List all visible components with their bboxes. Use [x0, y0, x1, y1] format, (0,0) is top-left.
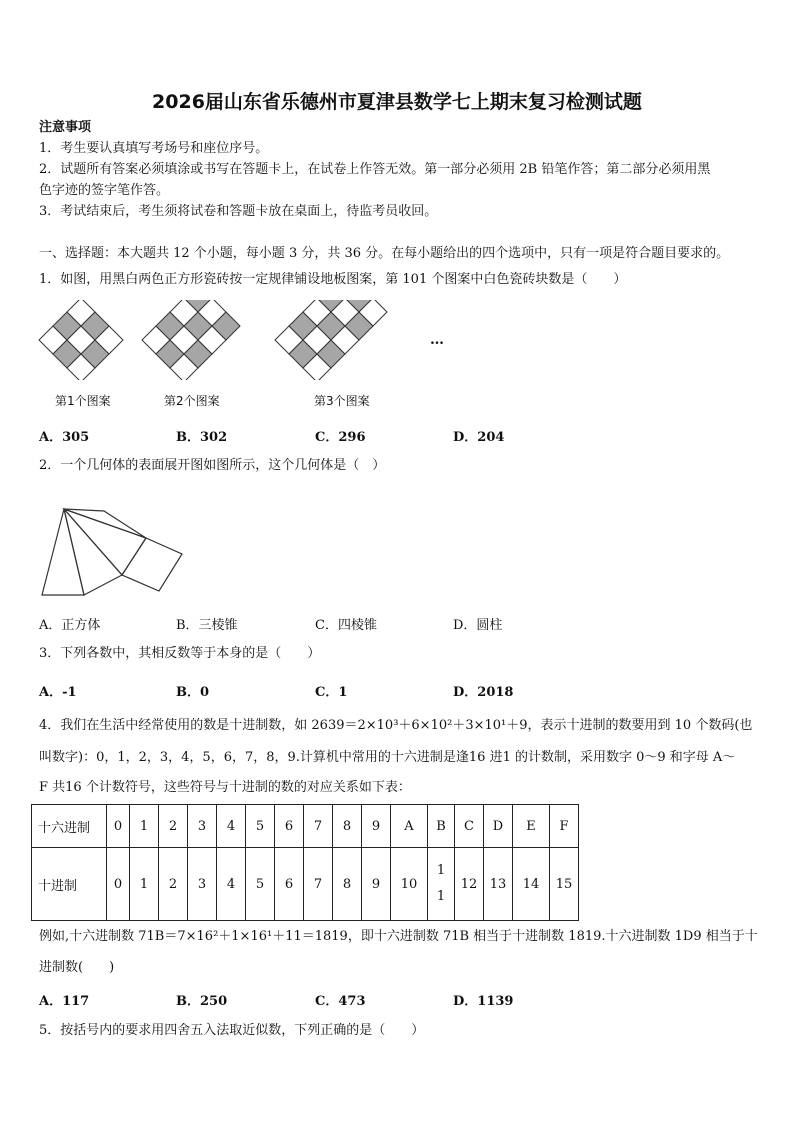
option-c: C．296 [315, 430, 366, 445]
question-5: 5．按括号内的要求用四舍五入法取近似数，下列正确的是（ ） [39, 1023, 425, 1038]
question-4-line: 例如,十六进制数 71B＝7×16²＋1×16¹＋11＝1819，即十六进制数 71B 相当于十进制数 1819.十六进制数 1D9 相当于十 [39, 929, 758, 944]
hex-cell: 7 [304, 805, 333, 848]
option-c: C．1 [315, 685, 348, 700]
question-3: 3．下列各数中，其相反数等于本身的是（ ） [39, 646, 321, 661]
hex-cell: 4 [217, 805, 246, 848]
question-4-line: F 共16 个计数符号，这些符号与十进制的数的对应关系如下表： [39, 780, 411, 795]
question-2: 2．一个几何体的表面展开图如图所示，这个几何体是（ ） [39, 458, 386, 473]
dec-cell: 1 [130, 848, 159, 921]
option-a: A．305 [39, 430, 90, 445]
caption-pattern-2: 第2个图案 [164, 394, 220, 408]
dec-cell: 15 [550, 848, 579, 921]
hex-cell: D [484, 805, 513, 848]
dec-cell: 10 [391, 848, 428, 921]
question-1: 1．如图，用黑白两色正方形瓷砖按一定规律铺设地板图案，第 101 个图案中白色瓷砖块数是（ ） [39, 272, 627, 287]
option-d: D．1139 [453, 994, 514, 1009]
net-figure [38, 505, 188, 597]
option-a: A．-1 [39, 685, 77, 700]
dec-cell: 6 [275, 848, 304, 921]
row-label-hex: 十六进制 [32, 805, 107, 848]
notice-item: 1．考生要认真填写考场号和座位序号。 [39, 141, 269, 156]
dec-cell: 5 [246, 848, 275, 921]
ellipsis: … [430, 332, 444, 348]
hex-cell: 2 [159, 805, 188, 848]
hex-cell: C [455, 805, 484, 848]
dec-cell: 12 [455, 848, 484, 921]
option-c: C．473 [315, 994, 366, 1009]
dec-cell: 3 [188, 848, 217, 921]
dec-cell: 8 [333, 848, 362, 921]
hex-cell: F [550, 805, 579, 848]
notice-item: 3．考试结束后，考生须将试卷和答题卡放在桌面上，待监考员收回。 [39, 204, 438, 219]
dec-cell: 0 [107, 848, 130, 921]
dec-cell: 13 [484, 848, 513, 921]
notice-item: 2．试题所有答案必须填涂或书写在答题卡上，在试卷上作答无效。第一部分必须用 2B 铅笔作答；第二部分必须用黑 [39, 162, 711, 177]
dec-cell: 2 [159, 848, 188, 921]
hex-cell: 8 [333, 805, 362, 848]
option-a: A．正方体 [39, 618, 101, 633]
hex-cell: 0 [107, 805, 130, 848]
hex-cell: E [513, 805, 550, 848]
hex-cell: 3 [188, 805, 217, 848]
option-a: A．117 [39, 994, 90, 1009]
dec-cell: 1 1 [428, 848, 455, 921]
dec-cell: 7 [304, 848, 333, 921]
hex-cell: 6 [275, 805, 304, 848]
row-label-dec: 十进制 [32, 848, 107, 921]
option-b: B．三棱锥 [176, 618, 238, 633]
notice-item: 色字迹的签字笔作答。 [39, 183, 170, 198]
hex-cell: 9 [362, 805, 391, 848]
hex-cell: B [428, 805, 455, 848]
option-d: D．204 [453, 430, 505, 445]
dec-cell: 14 [513, 848, 550, 921]
page-title: 2026届山东省乐德州市夏津县数学七上期末复习检测试题 [152, 91, 642, 113]
hex-decimal-table [31, 804, 579, 921]
dec-cell: 9 [362, 848, 391, 921]
section-heading: 一、选择题：本大题共 12 个小题，每小题 3 分，共 36 分。在每小题给出的四个选项中，只有一项是符合题目要求的。 [39, 246, 730, 261]
hex-cell: A [391, 805, 428, 848]
question-4-line: 4．我们在生活中经常使用的数是十进制数，如 2639＝2×10³＋6×10²＋3×10¹＋9，表示十进制的数要用到 10 个数码(也 [39, 718, 753, 733]
option-b: B．250 [176, 994, 228, 1009]
option-b: B．302 [176, 430, 228, 445]
caption-pattern-3: 第3个图案 [314, 394, 370, 408]
hex-cell: 1 [130, 805, 159, 848]
caption-pattern-1: 第1个图案 [55, 394, 111, 408]
option-d: D．2018 [453, 685, 514, 700]
hex-cell: 5 [246, 805, 275, 848]
option-d: D．圆柱 [453, 618, 503, 633]
question-4-line: 叫数字)：0，1，2，3，4，5，6，7，8，9.计算机中常用的十六进制是逢16 进1 的计数制，采用数字 0～9 和字母 A～ [39, 750, 736, 765]
tile-patterns-figure [36, 300, 456, 380]
option-b: B．0 [176, 685, 210, 700]
dec-cell: 4 [217, 848, 246, 921]
notice-heading: 注意事项 [39, 120, 92, 135]
option-c: C．四棱锥 [315, 618, 377, 633]
question-4-line: 进制数( ) [39, 960, 115, 975]
